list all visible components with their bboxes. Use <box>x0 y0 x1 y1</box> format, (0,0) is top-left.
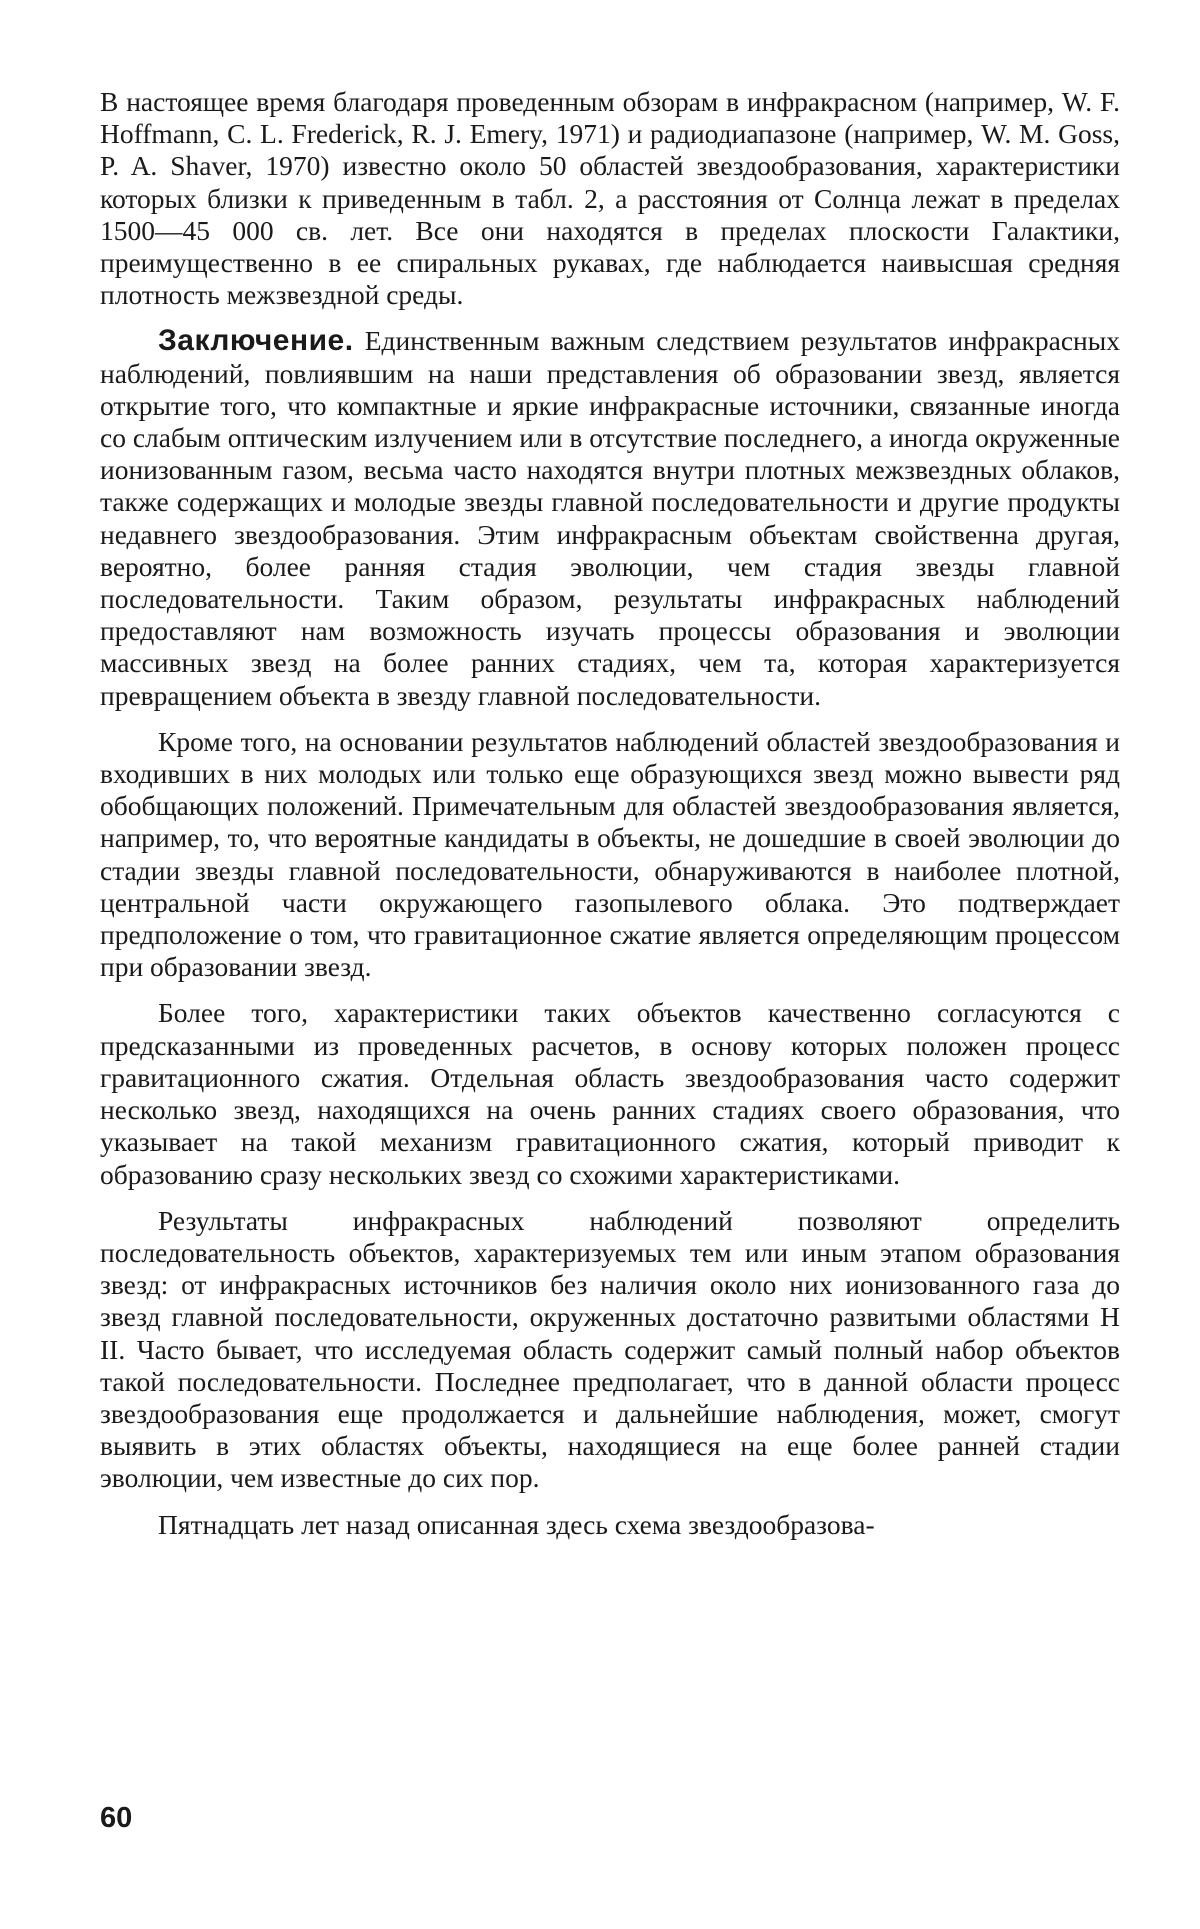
paragraph-intro: В настоящее время благодаря проведенным обзорам в инфракрасном (например, W. F. Hoffmann, C. L. Frederick, R. J. Emery, 1971) и радиодиапазоне (например, W. M. Goss, P. A. Shaver, 1970) известно около 50 областей звездообразования, характеристики которых близки к приведенным в табл. 2, а расстояния от Солнца лежат в пределах 1500—45 000 св. лет. Все они находятся в пределах плоскости Галактики, преимущественно в ее спиральных рукавах, где наблюдается наивысшая средняя плотность межзвездной среды. <box>100 86 1120 311</box>
paragraph-conclusion <box>100 325 1120 711</box>
section-heading: Заключение. <box>158 324 354 358</box>
paragraph-infrared-sequence: Результаты инфракрасных наблюдений позволяют определить последовательность объектов, характеризуемых тем или иным этапом образования звезд: от инфракрасных источников без наличия около них ионизованного газа до звезд главной последовательности, окруженных достаточно развитыми областями H II. Часто бывает, что исследуемая область содержит самый полный набор объектов такой последовательности. Последнее предполагает, что в данной области процесс звездообразования еще продолжается и дальнейшие наблюдения, может, смогут выявить в этих областях объекты, находящиеся на еще более ранней стадии эволюции, чем известные до сих пор. <box>100 1204 1120 1494</box>
paragraph-gravitational-collapse: Более того, характеристики таких объектов качественно согласуются с предсказанными из проведенных расчетов, в основу которых положен процесс гравитационного сжатия. Отдельная область звездообразования часто содержит несколько звезд, находящихся на очень ранних стадиях своего образования, что указывает на такой механизм гравитационного сжатия, который приводит к образованию сразу нескольких звезд со схожими характеристиками. <box>100 997 1120 1190</box>
body-text <box>100 86 1120 1541</box>
paragraph-star-formation-regions: Кроме того, на основании результатов наблюдений областей звездообразования и входивших в них молодых или только еще образующихся звезд можно вывести ряд обобщающих положений. Примечательным для областей звездообразования является, например, то, что вероятные кандидаты в объекты, не дошедшие в своей эволюции до стадии звезды главной последовательности, обнаруживаются в наиболее плотной, центральной части окружающего газопылевого облака. Это подтверждает предположение о том, что гравитационное сжатие является определяющим процессом при образовании звезд. <box>100 725 1120 983</box>
paragraph-conclusion-text: Единственным важным следствием результатов инфракрасных наблюдений, повлиявшим на наши представления об образовании звезд, является открытие того, что компактные и яркие инфракрасные источники, связанные иногда со слабым оптическим излучением или в отсутствие последнего, а иногда окруженные ионизованным газом, весьма часто находятся внутри плотных межзвездных облаков, также содержащих и молодые звезды главной последовательности и другие продукты недавнего звездообразования. Этим инфракрасным объектам свойственна другая, вероятно, более ранняя стадия эволюции, чем стадия звезды главной последовательности. Таким образом, результаты инфракрасных наблюдений предоставляют нам возможность изучать процессы образования и эволюции массивных звезд на более ранних стадиях, чем та, которая характеризуется превращением объекта в звезду главной последовательности. <box>100 325 1121 711</box>
page-number: 60 <box>100 1802 133 1834</box>
paragraph-continuation: Пятнадцать лет назад описанная здесь схема звездообразова- <box>158 1508 875 1540</box>
